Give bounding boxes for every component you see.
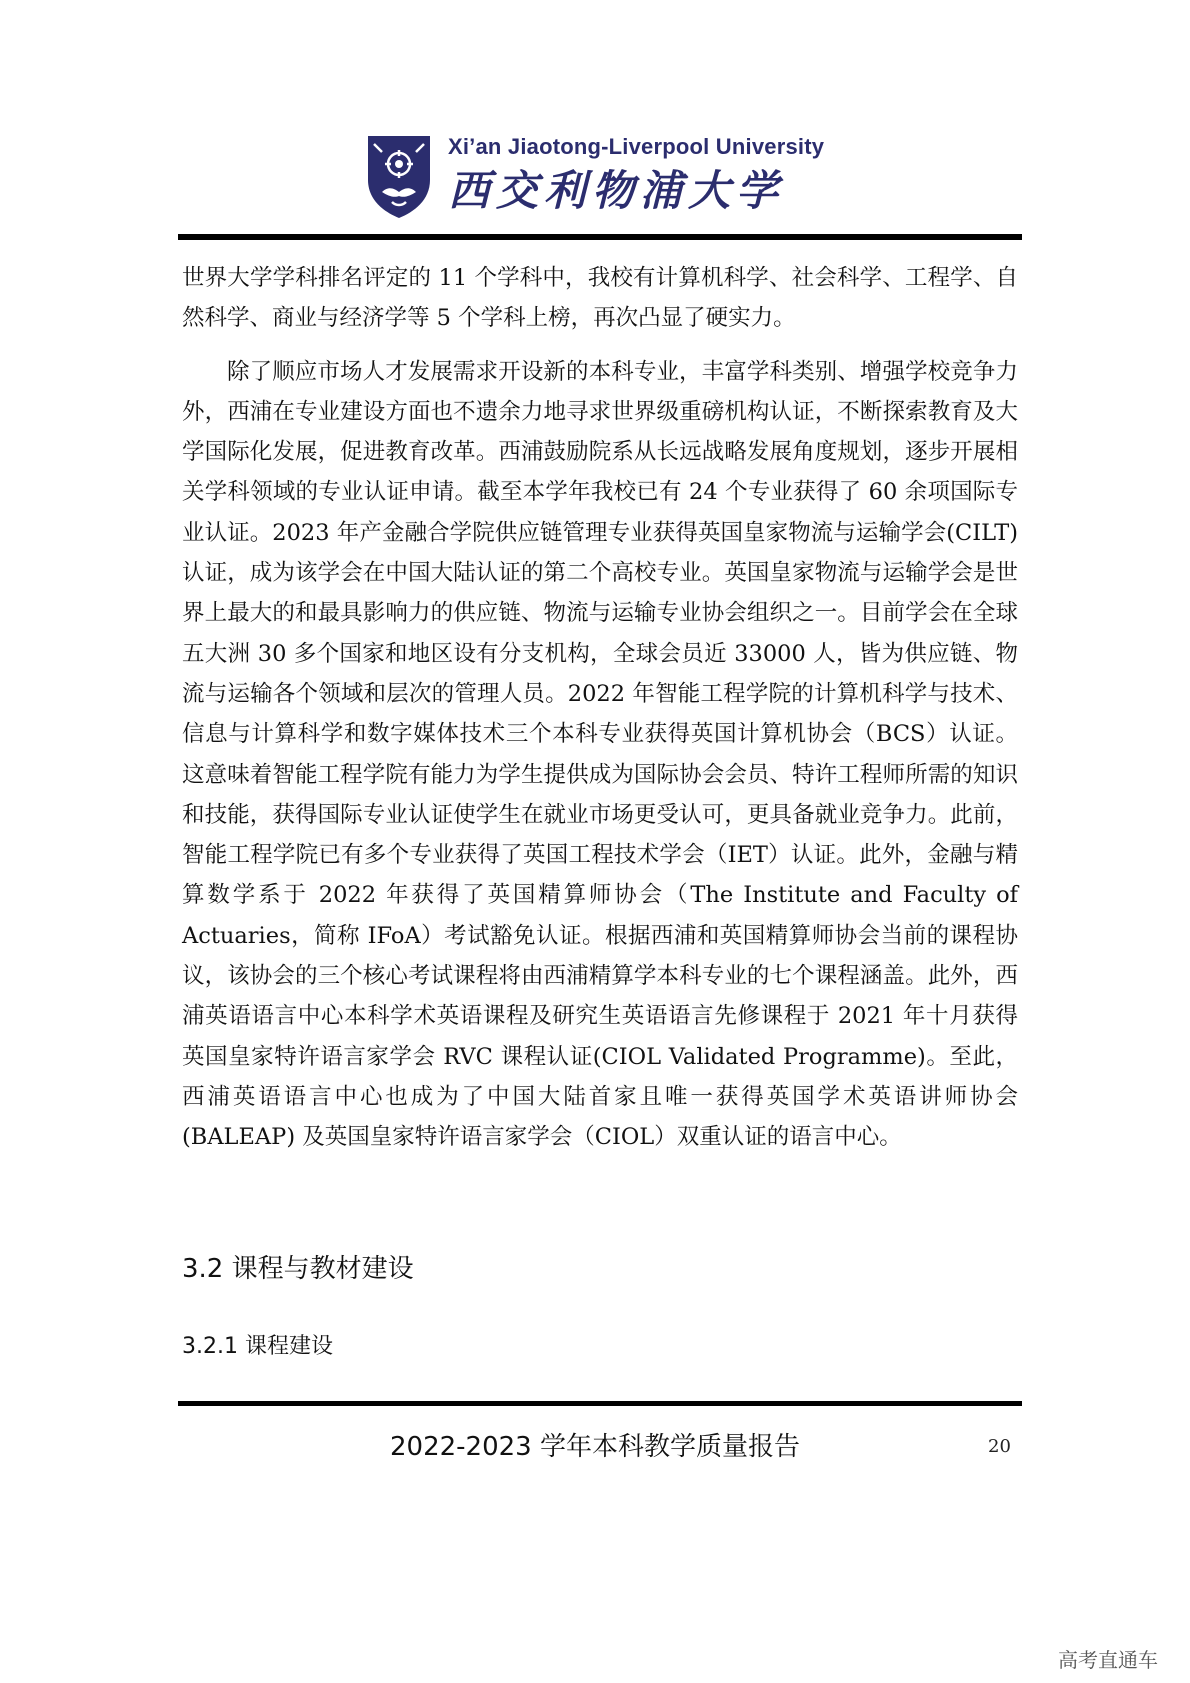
university-name-english: Xi’an Jiaotong-Liverpool University: [448, 134, 825, 159]
paragraph-1: 世界大学学科排名评定的 11 个学科中，我校有计算机科学、社会科学、工程学、自然科学、商业与经济学等 5 个学科上榜，再次凸显了硬实力。: [182, 265, 1018, 332]
header-rule: [178, 234, 1022, 240]
paragraph-2: 除了顺应市场人才发展需求开设新的本科专业，丰富学科类别、增强学校竞争力外，西浦在专业建设方面也不遗余力地寻求世界级重磅机构认证，不断探索教育及大学国际化发展，促进教育改革。西浦鼓励院系从长远战略发展角度规划，逐步开展相关学科领域的专业认证申请。截至本学年我校已有 24 个专业获得了 60 余项国际专业认证。2023 年产金融合学院供应链管理专业获得英国皇家物流与运输学会(CILT)认证，成为该学会在中国大陆认证的第二个高校专业。英国皇家物流与运输学会是世界上最大的和最具影响力的供应链、物流与运输专业协会组织之一。目前学会在全球五大洲 30 多个国家和地区设有分支机构，全球会员近 33000 人，皆为供应链、物流与运输各个领域和层次的管理人员。2022 年智能工程学院的计算机科学与技术、信息与计算科学和数字媒体技术三个本科专业获得英国计算机协会（BCS）认证。这意味着智能工程学院有能力为学生提供成为国际协会会员、特许工程师所需的知识和技能，获得国际专业认证使学生在就业市场更受认可，更具备就业竞争力。此前，智能工程学院已有多个专业获得了英国工程技术学会（IET）认证。此外，金融与精算数学系于 2022 年获得了英国精算师协会（The Institute and Faculty of Actuaries，简称 IFoA）考试豁免认证。根据西浦和英国精算师协会当前的课程协议，该协会的三个核心考试课程将由西浦精算学本科专业的七个课程涵盖。此外，西浦英语语言中心本科学术英语课程及研究生英语语言先修课程于 2021 年十月获得英国皇家特许语言家学会 RVC 课程认证(CIOL Validated Programme)。至此，西浦英语语言中心也成为了中国大陆首家且唯一获得英国学术英语讲师协会(BALEAP) 及英国皇家特许语言家学会（CIOL）双重认证的语言中心。: [182, 358, 1018, 1151]
section-heading: 3.2 课程与教材建设: [182, 1254, 414, 1284]
footer-title: 2022-2023 学年本科教学质量报告: [390, 1432, 800, 1462]
footer-rule: [178, 1401, 1022, 1406]
university-name-chinese: 西交利物浦大学: [448, 166, 785, 215]
subsection-heading: 3.2.1 课程建设: [182, 1334, 333, 1359]
page-header: [366, 130, 836, 222]
page-number: 20: [988, 1436, 1011, 1457]
university-crest-icon: [366, 134, 432, 220]
watermark: 高考直通车: [1058, 1648, 1158, 1672]
body-text: [182, 258, 1018, 1158]
